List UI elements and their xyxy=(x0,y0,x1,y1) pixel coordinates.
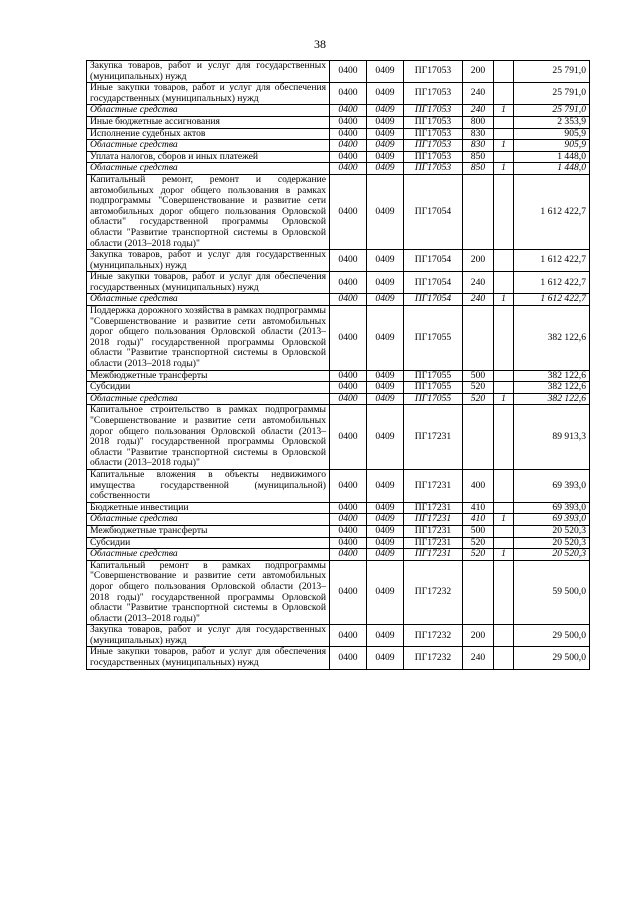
row-name-cell: Исполнение судебных актов xyxy=(87,128,330,140)
funding-source-cell: 1 xyxy=(494,140,514,152)
amount-cell: 905,9 xyxy=(514,128,590,140)
section-code-cell: 0400 xyxy=(330,306,367,371)
subsection-code-cell: 0409 xyxy=(367,502,404,514)
target-article-cell: ПГ17053 xyxy=(404,116,463,128)
amount-cell: 29 500,0 xyxy=(514,647,590,669)
table-row xyxy=(87,250,590,272)
expense-type-cell xyxy=(463,405,494,470)
row-name-cell: Иные бюджетные ассигнования xyxy=(87,116,330,128)
subsection-code-cell: 0409 xyxy=(367,174,404,249)
section-code-cell: 0400 xyxy=(330,382,367,394)
subsection-code-cell: 0409 xyxy=(367,306,404,371)
expense-type-cell: 500 xyxy=(463,370,494,382)
funding-source-cell xyxy=(494,525,514,537)
section-code-cell: 0400 xyxy=(330,140,367,152)
expense-type-cell: 500 xyxy=(463,525,494,537)
amount-cell: 29 500,0 xyxy=(514,625,590,647)
row-name-cell: Капитальное строительство в рамках подпрограммы "Совершенствование и развитие сети автомобильных дорог общего пользования Орловской области (2013–2018 годы)" государственной программы Орловской области "Развитие транспортной системы в Орловской области (2013–2018 годы)" xyxy=(87,405,330,470)
section-code-cell: 0400 xyxy=(330,272,367,294)
target-article-cell: ПГ17053 xyxy=(404,128,463,140)
subsection-code-cell: 0409 xyxy=(367,163,404,175)
target-article-cell: ПГ17055 xyxy=(404,382,463,394)
target-article-cell: ПГ17231 xyxy=(404,405,463,470)
subsection-code-cell: 0409 xyxy=(367,469,404,502)
amount-cell: 2 353,9 xyxy=(514,116,590,128)
funding-source-cell xyxy=(494,174,514,249)
section-code-cell: 0400 xyxy=(330,549,367,561)
subsection-code-cell: 0409 xyxy=(367,514,404,526)
target-article-cell: ПГ17055 xyxy=(404,370,463,382)
subsection-code-cell: 0409 xyxy=(367,405,404,470)
amount-cell: 25 791,0 xyxy=(514,105,590,117)
table-row xyxy=(87,469,590,502)
funding-source-cell xyxy=(494,116,514,128)
expense-type-cell: 520 xyxy=(463,393,494,405)
section-code-cell: 0400 xyxy=(330,151,367,163)
section-code-cell: 0400 xyxy=(330,128,367,140)
expense-type-cell: 240 xyxy=(463,272,494,294)
amount-cell: 382 122,6 xyxy=(514,382,590,394)
subsection-code-cell: 0409 xyxy=(367,560,404,625)
subsection-code-cell: 0409 xyxy=(367,128,404,140)
table-row xyxy=(87,549,590,561)
funding-source-cell xyxy=(494,272,514,294)
expense-type-cell xyxy=(463,560,494,625)
subsection-code-cell: 0409 xyxy=(367,61,404,83)
row-name-cell: Областные средства xyxy=(87,105,330,117)
table-row xyxy=(87,502,590,514)
row-name-cell: Иные закупки товаров, работ и услуг для обеспечения государственных (муниципальных) нужд xyxy=(87,647,330,669)
amount-cell: 59 500,0 xyxy=(514,560,590,625)
section-code-cell: 0400 xyxy=(330,525,367,537)
funding-source-cell xyxy=(494,625,514,647)
row-name-cell: Областные средства xyxy=(87,294,330,306)
subsection-code-cell: 0409 xyxy=(367,549,404,561)
amount-cell: 1 612 422,7 xyxy=(514,174,590,249)
target-article-cell: ПГ17053 xyxy=(404,61,463,83)
row-name-cell: Областные средства xyxy=(87,163,330,175)
amount-cell: 905,9 xyxy=(514,140,590,152)
row-name-cell: Областные средства xyxy=(87,393,330,405)
expense-type-cell xyxy=(463,174,494,249)
target-article-cell: ПГ17055 xyxy=(404,306,463,371)
expense-type-cell xyxy=(463,306,494,371)
subsection-code-cell: 0409 xyxy=(367,525,404,537)
target-article-cell: ПГ17231 xyxy=(404,525,463,537)
funding-source-cell: 1 xyxy=(494,105,514,117)
target-article-cell: ПГ17231 xyxy=(404,469,463,502)
section-code-cell: 0400 xyxy=(330,61,367,83)
funding-source-cell xyxy=(494,83,514,105)
section-code-cell: 0400 xyxy=(330,250,367,272)
table-row xyxy=(87,514,590,526)
table-row xyxy=(87,306,590,371)
table-row xyxy=(87,105,590,117)
subsection-code-cell: 0409 xyxy=(367,294,404,306)
expense-type-cell: 200 xyxy=(463,61,494,83)
row-name-cell: Бюджетные инвестиции xyxy=(87,502,330,514)
target-article-cell: ПГ17053 xyxy=(404,151,463,163)
expense-type-cell: 850 xyxy=(463,163,494,175)
expense-type-cell: 200 xyxy=(463,250,494,272)
row-name-cell: Закупка товаров, работ и услуг для государственных (муниципальных) нужд xyxy=(87,61,330,83)
funding-source-cell: 1 xyxy=(494,163,514,175)
target-article-cell: ПГ17053 xyxy=(404,83,463,105)
subsection-code-cell: 0409 xyxy=(367,625,404,647)
funding-source-cell xyxy=(494,128,514,140)
expense-type-cell: 240 xyxy=(463,105,494,117)
funding-source-cell xyxy=(494,151,514,163)
row-name-cell: Межбюджетные трансферты xyxy=(87,370,330,382)
target-article-cell: ПГ17232 xyxy=(404,625,463,647)
section-code-cell: 0400 xyxy=(330,174,367,249)
section-code-cell: 0400 xyxy=(330,502,367,514)
amount-cell: 25 791,0 xyxy=(514,83,590,105)
expense-type-cell: 830 xyxy=(463,140,494,152)
row-name-cell: Субсидии xyxy=(87,537,330,549)
amount-cell: 1 448,0 xyxy=(514,163,590,175)
expense-type-cell: 410 xyxy=(463,502,494,514)
amount-cell: 1 612 422,7 xyxy=(514,294,590,306)
section-code-cell: 0400 xyxy=(330,83,367,105)
expense-type-cell: 520 xyxy=(463,537,494,549)
funding-source-cell: 1 xyxy=(494,514,514,526)
section-code-cell: 0400 xyxy=(330,294,367,306)
expense-type-cell: 410 xyxy=(463,514,494,526)
target-article-cell: ПГ17055 xyxy=(404,393,463,405)
subsection-code-cell: 0409 xyxy=(367,105,404,117)
section-code-cell: 0400 xyxy=(330,105,367,117)
expense-type-cell: 240 xyxy=(463,294,494,306)
target-article-cell: ПГ17054 xyxy=(404,174,463,249)
funding-source-cell: 1 xyxy=(494,294,514,306)
section-code-cell: 0400 xyxy=(330,647,367,669)
expense-type-cell: 830 xyxy=(463,128,494,140)
table-row xyxy=(87,625,590,647)
row-name-cell: Областные средства xyxy=(87,514,330,526)
row-name-cell: Капитальные вложения в объекты недвижимого имущества государственной (муниципальной) собственности xyxy=(87,469,330,502)
subsection-code-cell: 0409 xyxy=(367,537,404,549)
funding-source-cell xyxy=(494,560,514,625)
row-name-cell: Закупка товаров, работ и услуг для государственных (муниципальных) нужд xyxy=(87,625,330,647)
target-article-cell: ПГ17231 xyxy=(404,537,463,549)
table-row xyxy=(87,405,590,470)
funding-source-cell xyxy=(494,647,514,669)
funding-source-cell: 1 xyxy=(494,549,514,561)
row-name-cell: Иные закупки товаров, работ и услуг для обеспечения государственных (муниципальных) нужд xyxy=(87,272,330,294)
expense-type-cell: 200 xyxy=(463,625,494,647)
table-row xyxy=(87,393,590,405)
table-row xyxy=(87,294,590,306)
funding-source-cell xyxy=(494,61,514,83)
target-article-cell: ПГ17054 xyxy=(404,294,463,306)
amount-cell: 69 393,0 xyxy=(514,514,590,526)
row-name-cell: Поддержка дорожного хозяйства в рамках подпрограммы "Совершенствование и развитие сети автомобильных дорог общего пользования Орловской области (2013–2018 годы)" государственной программы Орловской области "Развитие транспортной системы в Орловской области (2013–2018 годы)" xyxy=(87,306,330,371)
amount-cell: 382 122,6 xyxy=(514,370,590,382)
page-number: 38 xyxy=(314,37,326,51)
table-body xyxy=(87,61,590,670)
row-name-cell: Капитальный ремонт, ремонт и содержание автомобильных дорог общего пользования в рамках подпрограммы "Совершенствование и развитие сети автомобильных дорог общего пользования Орловской области" государственной программы Орловской области "Развитие транспортной системы в Орловской области (2013–2018 годы)" xyxy=(87,174,330,249)
funding-source-cell xyxy=(494,306,514,371)
table-row xyxy=(87,151,590,163)
table-row xyxy=(87,647,590,669)
amount-cell: 20 520,3 xyxy=(514,525,590,537)
section-code-cell: 0400 xyxy=(330,370,367,382)
table-row xyxy=(87,83,590,105)
subsection-code-cell: 0409 xyxy=(367,151,404,163)
expense-type-cell: 850 xyxy=(463,151,494,163)
amount-cell: 382 122,6 xyxy=(514,306,590,371)
amount-cell: 69 393,0 xyxy=(514,502,590,514)
table-row xyxy=(87,525,590,537)
target-article-cell: ПГ17232 xyxy=(404,647,463,669)
expense-type-cell: 520 xyxy=(463,549,494,561)
row-name-cell: Закупка товаров, работ и услуг для государственных (муниципальных) нужд xyxy=(87,250,330,272)
amount-cell: 1 612 422,7 xyxy=(514,250,590,272)
section-code-cell: 0400 xyxy=(330,537,367,549)
amount-cell: 25 791,0 xyxy=(514,61,590,83)
funding-source-cell xyxy=(494,382,514,394)
amount-cell: 20 520,3 xyxy=(514,537,590,549)
amount-cell: 1 448,0 xyxy=(514,151,590,163)
table-row xyxy=(87,272,590,294)
row-name-cell: Субсидии xyxy=(87,382,330,394)
funding-source-cell xyxy=(494,469,514,502)
table-row xyxy=(87,163,590,175)
amount-cell: 20 520,3 xyxy=(514,549,590,561)
subsection-code-cell: 0409 xyxy=(367,272,404,294)
expense-type-cell: 520 xyxy=(463,382,494,394)
amount-cell: 382 122,6 xyxy=(514,393,590,405)
table-row xyxy=(87,382,590,394)
target-article-cell: ПГ17231 xyxy=(404,502,463,514)
section-code-cell: 0400 xyxy=(330,514,367,526)
amount-cell: 89 913,3 xyxy=(514,405,590,470)
subsection-code-cell: 0409 xyxy=(367,83,404,105)
target-article-cell: ПГ17054 xyxy=(404,250,463,272)
funding-source-cell xyxy=(494,370,514,382)
target-article-cell: ПГ17053 xyxy=(404,140,463,152)
section-code-cell: 0400 xyxy=(330,560,367,625)
funding-source-cell xyxy=(494,537,514,549)
target-article-cell: ПГ17053 xyxy=(404,105,463,117)
funding-source-cell xyxy=(494,502,514,514)
table-row xyxy=(87,370,590,382)
section-code-cell: 0400 xyxy=(330,625,367,647)
row-name-cell: Уплата налогов, сборов и иных платежей xyxy=(87,151,330,163)
subsection-code-cell: 0409 xyxy=(367,140,404,152)
table-row xyxy=(87,537,590,549)
section-code-cell: 0400 xyxy=(330,163,367,175)
table-row xyxy=(87,140,590,152)
expense-type-cell: 240 xyxy=(463,83,494,105)
expense-type-cell: 240 xyxy=(463,647,494,669)
section-code-cell: 0400 xyxy=(330,405,367,470)
table-row xyxy=(87,560,590,625)
target-article-cell: ПГ17231 xyxy=(404,549,463,561)
section-code-cell: 0400 xyxy=(330,116,367,128)
row-name-cell: Областные средства xyxy=(87,140,330,152)
subsection-code-cell: 0409 xyxy=(367,116,404,128)
subsection-code-cell: 0409 xyxy=(367,370,404,382)
row-name-cell: Областные средства xyxy=(87,549,330,561)
target-article-cell: ПГ17231 xyxy=(404,514,463,526)
expense-type-cell: 400 xyxy=(463,469,494,502)
target-article-cell: ПГ17054 xyxy=(404,272,463,294)
subsection-code-cell: 0409 xyxy=(367,647,404,669)
section-code-cell: 0400 xyxy=(330,469,367,502)
funding-source-cell: 1 xyxy=(494,393,514,405)
row-name-cell: Иные закупки товаров, работ и услуг для обеспечения государственных (муниципальных) нужд xyxy=(87,83,330,105)
subsection-code-cell: 0409 xyxy=(367,382,404,394)
funding-source-cell xyxy=(494,405,514,470)
target-article-cell: ПГ17053 xyxy=(404,163,463,175)
amount-cell: 1 612 422,7 xyxy=(514,272,590,294)
target-article-cell: ПГ17232 xyxy=(404,560,463,625)
amount-cell: 69 393,0 xyxy=(514,469,590,502)
table-row xyxy=(87,116,590,128)
subsection-code-cell: 0409 xyxy=(367,393,404,405)
table-row xyxy=(87,61,590,83)
expense-type-cell: 800 xyxy=(463,116,494,128)
subsection-code-cell: 0409 xyxy=(367,250,404,272)
budget-table xyxy=(86,60,590,670)
row-name-cell: Капитальный ремонт в рамках подпрограммы "Совершенствование и развитие сети автомобильных дорог общего пользования Орловской области (2013–2018 годы)" государственной программы Орловской области "Развитие транспортной системы в Орловской области (2013–2018 годы)" xyxy=(87,560,330,625)
table-row xyxy=(87,128,590,140)
table-row xyxy=(87,174,590,249)
section-code-cell: 0400 xyxy=(330,393,367,405)
funding-source-cell xyxy=(494,250,514,272)
row-name-cell: Межбюджетные трансферты xyxy=(87,525,330,537)
